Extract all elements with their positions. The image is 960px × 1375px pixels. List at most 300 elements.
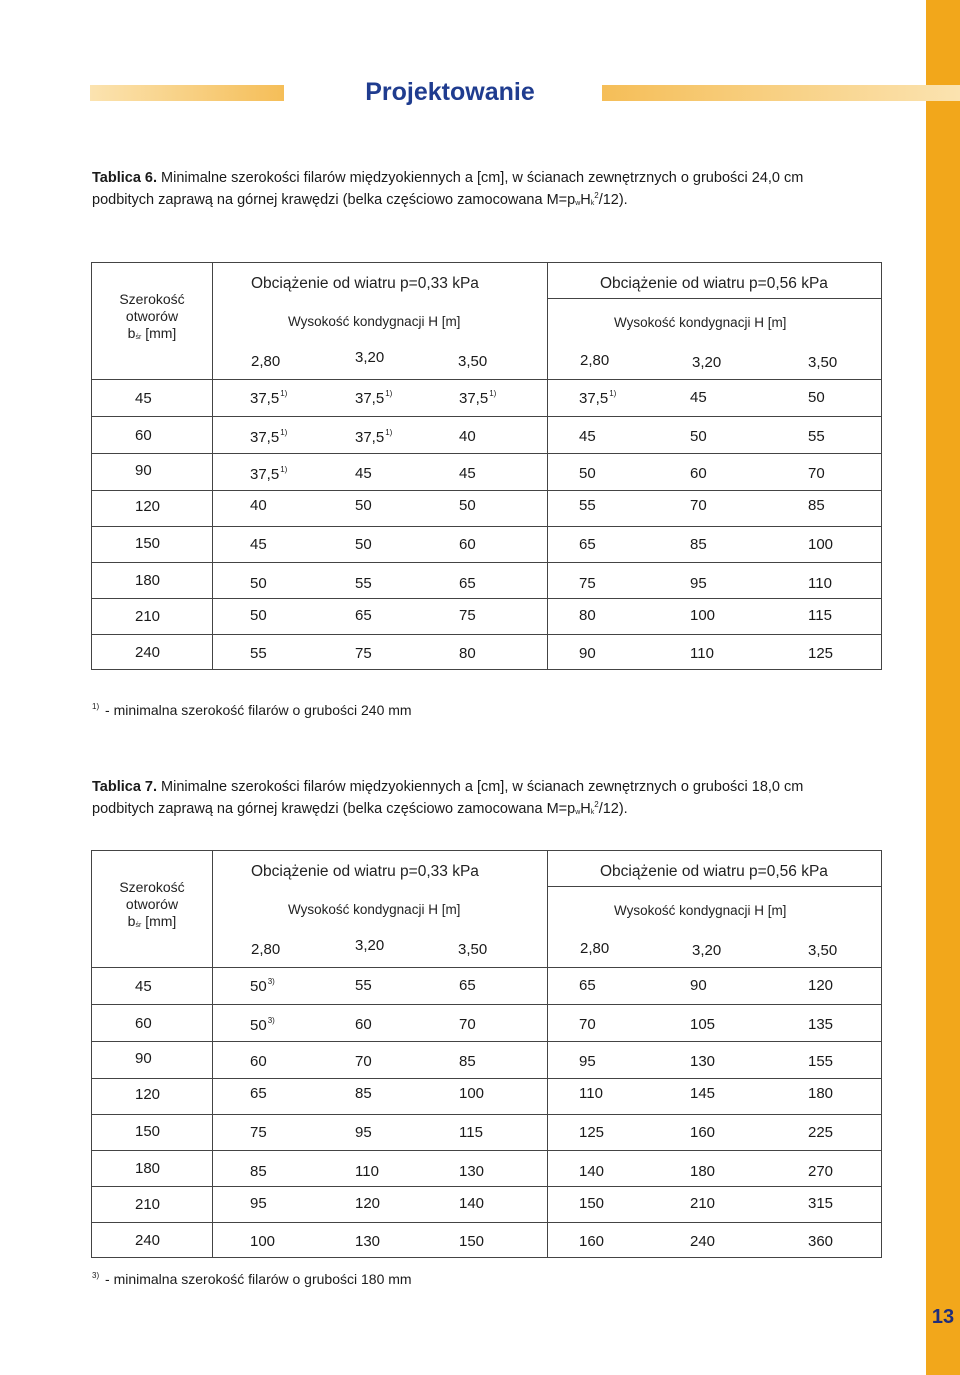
table6-cell xyxy=(690,607,715,624)
table7-cell-value: 125 xyxy=(579,1124,605,1141)
table7-height-1: 3,20 xyxy=(355,937,385,954)
table7-cell xyxy=(579,1124,604,1141)
table6-cell-value: 50 xyxy=(459,497,476,514)
table7-cell xyxy=(690,1053,715,1070)
table7-caption-mid: H xyxy=(580,801,591,817)
table7-cell-value: 95 xyxy=(579,1053,596,1070)
table6-cell xyxy=(459,465,476,482)
table6-cell-value: 37,5 xyxy=(250,429,280,446)
table7-footnote-mark: 3) xyxy=(92,1271,100,1280)
table6-cell-value: 45 xyxy=(579,428,596,445)
table7-cell xyxy=(459,1195,484,1212)
table6-cell-value: 65 xyxy=(355,607,372,624)
table7-cell-value: 85 xyxy=(355,1085,372,1102)
table7-row-label: 150 xyxy=(135,1123,161,1140)
table7-cell-value: 85 xyxy=(459,1053,476,1070)
table7-cell xyxy=(579,1016,596,1033)
table6-row-header-line3 xyxy=(92,325,212,346)
table6-cell xyxy=(579,428,596,445)
table6-cell-value: 100 xyxy=(808,536,834,553)
table7-cell-value: 100 xyxy=(459,1085,485,1102)
table6-cell-value: 40 xyxy=(250,497,267,514)
table7-caption-label: Tablica 7. xyxy=(92,779,158,795)
header-band-right xyxy=(602,85,960,101)
table6-cell xyxy=(808,389,825,406)
table6-cell xyxy=(690,428,707,445)
table6-cell-value: 37,5 xyxy=(355,390,385,407)
table7-divider-groups xyxy=(547,886,881,887)
table7-cell xyxy=(579,1163,604,1180)
table7-cell xyxy=(808,977,833,994)
table6-row-header-unit: [mm] xyxy=(141,325,177,341)
table6-cell-value: 50 xyxy=(250,607,267,624)
table6-row-divider xyxy=(92,453,881,454)
table6-height-5: 3,50 xyxy=(808,354,838,371)
table6-footnote-mark: 1) xyxy=(92,702,100,711)
table6-cell xyxy=(808,536,833,553)
table7-footnote-text: - minimalna szerokość filarów o grubości 180 mm xyxy=(101,1271,412,1287)
table7-row-header xyxy=(92,879,212,934)
table7-row-divider xyxy=(92,1150,881,1151)
table6-cell xyxy=(579,389,616,407)
table7-cell-value: 140 xyxy=(459,1195,485,1212)
table6-cell-value: 75 xyxy=(355,645,372,662)
table7-cell xyxy=(459,1163,484,1180)
table6-cell-value: 80 xyxy=(579,607,596,624)
table6-cell-value: 50 xyxy=(808,389,825,406)
table7-cell-value: 65 xyxy=(459,977,476,994)
table7-cell xyxy=(459,1016,476,1033)
table6-cell xyxy=(690,536,707,553)
table7-group2-title: Obciążenie od wiatru p=0,56 kPa xyxy=(600,863,828,880)
table6-cell xyxy=(250,497,267,514)
table6-cell-footnote-mark: 1) xyxy=(609,389,617,398)
table7-cell xyxy=(250,1016,275,1034)
table6-cell xyxy=(690,575,707,592)
table7-cell-value: 90 xyxy=(690,977,707,994)
table6-row-header-sub: śr xyxy=(135,334,142,341)
table6-cell-value: 37,5 xyxy=(579,390,609,407)
table6-cell-value: 37,5 xyxy=(250,390,280,407)
table6-cell-value: 37,5 xyxy=(459,390,489,407)
table7-caption xyxy=(92,778,892,822)
table6-row-divider xyxy=(92,526,881,527)
table6-caption-mid: H xyxy=(580,192,591,208)
table6-row-label: 90 xyxy=(135,462,152,479)
table7-caption-sub-w: w xyxy=(575,809,581,816)
table6-cell xyxy=(690,645,714,662)
table7-cell xyxy=(250,1233,275,1250)
table7-group2-subtitle: Wysokość kondygnacji H [m] xyxy=(614,903,787,918)
table6-cell-value: 55 xyxy=(808,428,825,445)
table6-cell xyxy=(355,389,392,407)
table7-cell-value: 50 xyxy=(250,1017,267,1034)
table7-cell xyxy=(579,1053,596,1070)
table6-caption-line1: Minimalne szerokości filarów międzyokiennych a [cm], w ścianach zewnętrznych o grubości 24,0 cm xyxy=(161,170,804,186)
table6-cell-value: 65 xyxy=(459,575,476,592)
table6-cell-value: 55 xyxy=(250,645,267,662)
table6-group2-subtitle: Wysokość kondygnacji H [m] xyxy=(614,315,787,330)
table6-cell xyxy=(355,465,372,482)
table7-caption-end: /12). xyxy=(598,801,628,817)
table7-cell xyxy=(355,977,372,994)
table7-cell-value: 85 xyxy=(250,1163,267,1180)
table6-row-label: 45 xyxy=(135,390,152,407)
table7-cell-value: 55 xyxy=(355,977,372,994)
table6-cell xyxy=(355,497,372,514)
table6-row-label: 210 xyxy=(135,608,161,625)
table7-cell xyxy=(459,1085,484,1102)
table6-cell xyxy=(808,607,832,624)
table6-cell-footnote-mark: 1) xyxy=(385,428,393,437)
table7-cell-value: 70 xyxy=(579,1016,596,1033)
table7-cell xyxy=(459,1053,476,1070)
table6-cell-value: 50 xyxy=(690,428,707,445)
table6-cell-value: 55 xyxy=(355,575,372,592)
table7-cell xyxy=(808,1195,833,1212)
table7-cell-value: 65 xyxy=(250,1085,267,1102)
table6-cell-value: 50 xyxy=(579,465,596,482)
table7-row-header-unit: [mm] xyxy=(141,913,177,929)
table6-caption-sub-w: w xyxy=(575,200,581,207)
table7-cell xyxy=(355,1016,372,1033)
table6-cell xyxy=(459,607,476,624)
table7-cell-value: 100 xyxy=(250,1233,276,1250)
table7-cell xyxy=(808,1053,833,1070)
page-number: 13 xyxy=(931,1306,955,1328)
table6-cell xyxy=(579,465,596,482)
table6-cell-value: 40 xyxy=(459,428,476,445)
table6-cell-value: 90 xyxy=(579,645,596,662)
table6-cell xyxy=(250,645,267,662)
table7-row-label: 240 xyxy=(135,1232,161,1249)
table6-cell xyxy=(459,389,496,407)
table6-row-label: 60 xyxy=(135,427,152,444)
table7-row-label: 210 xyxy=(135,1196,161,1213)
table6-cell-value: 125 xyxy=(808,645,834,662)
table7-row-header-line1: Szerokość xyxy=(119,879,185,895)
table7-cell-value: 155 xyxy=(808,1053,834,1070)
table6-cell xyxy=(808,645,833,662)
table6-cell-footnote-mark: 1) xyxy=(489,389,497,398)
table7-cell xyxy=(459,1124,483,1141)
table7-cell-value: 120 xyxy=(355,1195,381,1212)
table7-height-0: 2,80 xyxy=(251,941,281,958)
table6-cell-value: 60 xyxy=(690,465,707,482)
table7-cell-value: 50 xyxy=(250,978,267,995)
table7-row-label: 120 xyxy=(135,1086,161,1103)
table7-cell-value: 60 xyxy=(250,1053,267,1070)
table6-cell-value: 100 xyxy=(690,607,716,624)
table6-height-3: 2,80 xyxy=(580,352,610,369)
table6-cell xyxy=(808,497,825,514)
table7-row-label: 180 xyxy=(135,1160,161,1177)
table7-row-label: 90 xyxy=(135,1050,152,1067)
table7 xyxy=(91,850,882,1258)
table6-cell-value: 37,5 xyxy=(355,429,385,446)
table6-divider-left xyxy=(212,263,213,669)
table6-cell-value: 80 xyxy=(459,645,476,662)
table6-cell-footnote-mark: 1) xyxy=(280,428,288,437)
table7-row-label: 45 xyxy=(135,978,152,995)
table6-row-label: 240 xyxy=(135,644,161,661)
table7-cell-value: 70 xyxy=(459,1016,476,1033)
table7-cell xyxy=(459,977,476,994)
table6-footnote-text: - minimalna szerokość filarów o grubości 240 mm xyxy=(101,702,412,718)
table6-cell xyxy=(459,536,476,553)
table6-cell-value: 45 xyxy=(459,465,476,482)
table7-cell-value: 160 xyxy=(579,1233,605,1250)
table7-cell-value: 270 xyxy=(808,1163,834,1180)
table7-cell xyxy=(250,977,275,995)
header-band-left xyxy=(90,85,284,101)
table7-cell-footnote-mark: 3) xyxy=(267,977,275,986)
table6-cell-value: 55 xyxy=(579,497,596,514)
table6-cell xyxy=(355,645,372,662)
table6-row-divider xyxy=(92,634,881,635)
table6-cell xyxy=(250,575,267,592)
table7-cell xyxy=(808,1085,833,1102)
table7-cell-value: 75 xyxy=(250,1124,267,1141)
table7-cell xyxy=(459,1233,484,1250)
table6-cell xyxy=(459,428,476,445)
table7-cell xyxy=(579,1085,603,1102)
table7-cell-value: 140 xyxy=(579,1163,605,1180)
table7-cell xyxy=(250,1124,267,1141)
page-title: Projektowanie xyxy=(365,78,535,106)
table7-cell-value: 110 xyxy=(355,1163,379,1180)
table6-cell xyxy=(579,575,596,592)
table6-cell-footnote-mark: 1) xyxy=(385,389,393,398)
table7-cell xyxy=(690,1124,715,1141)
table6-divider-groups xyxy=(547,298,881,299)
table6-cell-value: 110 xyxy=(808,575,832,592)
table6-cell xyxy=(250,389,287,407)
table7-cell-value: 60 xyxy=(355,1016,372,1033)
table7-cell-value: 225 xyxy=(808,1124,834,1141)
table7-cell-value: 95 xyxy=(355,1124,372,1141)
table7-cell xyxy=(355,1124,372,1141)
table7-row-divider xyxy=(92,1186,881,1187)
table7-cell xyxy=(355,1163,379,1180)
table7-cell-value: 150 xyxy=(459,1233,485,1250)
table7-cell-value: 160 xyxy=(690,1124,716,1141)
table7-row-divider xyxy=(92,1222,881,1223)
table7-row-header-line2: otworów xyxy=(125,896,179,912)
table7-cell xyxy=(690,1195,715,1212)
table6-cell-value: 115 xyxy=(808,607,832,624)
table7-cell-value: 150 xyxy=(579,1195,605,1212)
table6-caption xyxy=(92,169,892,213)
table7-cell xyxy=(808,1016,833,1033)
table6-cell xyxy=(250,536,267,553)
table6-row-header-line1: Szerokość xyxy=(119,291,185,307)
table7-cell xyxy=(355,1053,372,1070)
table6-cell-value: 45 xyxy=(250,536,267,553)
table7-cell-value: 180 xyxy=(808,1085,834,1102)
table7-cell-value: 135 xyxy=(808,1016,834,1033)
table6-divider-mid xyxy=(547,263,548,669)
table7-cell-value: 210 xyxy=(690,1195,716,1212)
table6-caption-sub-k: k xyxy=(590,200,595,207)
table6-cell-value: 70 xyxy=(690,497,707,514)
table7-cell-value: 180 xyxy=(690,1163,716,1180)
table7-height-4: 3,20 xyxy=(692,942,722,959)
table7-cell-value: 110 xyxy=(579,1085,603,1102)
table7-cell xyxy=(579,1233,604,1250)
table7-caption-line2: podbitych zaprawą na górnej krawędzi (belka częściowo zamocowana M=p xyxy=(92,801,576,817)
table6-height-4: 3,20 xyxy=(692,354,722,371)
table6-cell-value: 75 xyxy=(579,575,596,592)
table7-cell-value: 65 xyxy=(579,977,596,994)
table6-cell xyxy=(808,575,832,592)
table7-cell xyxy=(690,1016,715,1033)
table6-cell xyxy=(690,465,707,482)
table6-row-divider xyxy=(92,598,881,599)
table6-cell xyxy=(808,465,825,482)
table6-cell xyxy=(690,389,707,406)
table6-cell-value: 45 xyxy=(690,389,707,406)
table6-cell xyxy=(459,575,476,592)
table7-cell xyxy=(690,1233,715,1250)
table6-cell xyxy=(355,607,372,624)
table7-cell-value: 120 xyxy=(808,977,834,994)
table7-row-divider xyxy=(92,1114,881,1115)
table7-row-header-line3 xyxy=(92,913,212,934)
table6-height-2: 3,50 xyxy=(458,353,488,370)
table6-row-label: 150 xyxy=(135,535,161,552)
table6-cell xyxy=(459,645,476,662)
table6-cell-value: 50 xyxy=(355,497,372,514)
table7-cell-value: 130 xyxy=(355,1233,381,1250)
table6-cell-value: 37,5 xyxy=(250,466,280,483)
table6-cell-value: 75 xyxy=(459,607,476,624)
table6-cell xyxy=(355,575,372,592)
table6-row-header-b: b xyxy=(127,325,136,341)
table7-cell-value: 70 xyxy=(355,1053,372,1070)
table7-height-3: 2,80 xyxy=(580,940,610,957)
table6-cell-value: 50 xyxy=(250,575,267,592)
table6-group1-subtitle: Wysokość kondygnacji H [m] xyxy=(288,314,461,329)
side-accent-bar xyxy=(926,0,960,1375)
table7-height-5: 3,50 xyxy=(808,942,838,959)
table7-divider-left xyxy=(212,851,213,1257)
table7-cell xyxy=(250,1195,267,1212)
table6-cell xyxy=(579,497,596,514)
table7-row-header-sub: śr xyxy=(135,922,142,929)
table6-cell xyxy=(459,497,476,514)
table7-group1-subtitle: Wysokość kondygnacji H [m] xyxy=(288,902,461,917)
table6-cell xyxy=(250,465,287,483)
table6 xyxy=(91,262,882,670)
table6-cell xyxy=(579,607,596,624)
table6-cell xyxy=(579,536,596,553)
table6-group2-title: Obciążenie od wiatru p=0,56 kPa xyxy=(600,275,828,292)
table7-cell xyxy=(355,1195,380,1212)
table7-row-divider xyxy=(92,1041,881,1042)
table7-cell-value: 105 xyxy=(690,1016,716,1033)
table6-row-header-line2: otworów xyxy=(125,308,179,324)
table7-height-2: 3,50 xyxy=(458,941,488,958)
table7-divider-header xyxy=(92,967,881,968)
table6-cell-footnote-mark: 1) xyxy=(280,465,288,474)
table6-cell-value: 65 xyxy=(579,536,596,553)
table7-row-divider xyxy=(92,1004,881,1005)
table6-cell-value: 60 xyxy=(459,536,476,553)
table7-cell xyxy=(690,1085,715,1102)
table6-row-divider xyxy=(92,490,881,491)
table6-caption-label: Tablica 6. xyxy=(92,170,158,186)
table6-cell xyxy=(808,428,825,445)
table7-cell-value: 145 xyxy=(690,1085,716,1102)
table7-cell xyxy=(808,1124,833,1141)
table7-cell xyxy=(250,1085,267,1102)
table6-cell-value: 45 xyxy=(355,465,372,482)
table7-row-header-b: b xyxy=(127,913,136,929)
table7-caption-sub-k: k xyxy=(590,809,595,816)
table6-caption-line2: podbitych zaprawą na górnej krawędzi (belka częściowo zamocowana M=p xyxy=(92,192,576,208)
table6-caption-sup: 2 xyxy=(594,191,599,200)
table7-cell-footnote-mark: 3) xyxy=(267,1016,275,1025)
table6-divider-header xyxy=(92,379,881,380)
table6-row-divider xyxy=(92,562,881,563)
table6-height-0: 2,80 xyxy=(251,353,281,370)
table6-row-divider xyxy=(92,416,881,417)
table6-cell xyxy=(355,428,392,446)
table6-cell xyxy=(355,536,372,553)
table7-cell xyxy=(808,1163,833,1180)
table7-cell xyxy=(355,1233,380,1250)
table6-cell-value: 70 xyxy=(808,465,825,482)
table6-cell-footnote-mark: 1) xyxy=(280,389,288,398)
table7-cell xyxy=(690,1163,715,1180)
table6-height-1: 3,20 xyxy=(355,349,385,366)
table6-caption-end: /12). xyxy=(598,192,628,208)
table7-group1-title: Obciążenie od wiatru p=0,33 kPa xyxy=(251,863,479,880)
table6-cell xyxy=(579,645,596,662)
table7-cell-value: 115 xyxy=(459,1124,483,1141)
table7-caption-line1: Minimalne szerokości filarów międzyokiennych a [cm], w ścianach zewnętrznych o grubości 18,0 cm xyxy=(161,779,804,795)
table6-cell-value: 110 xyxy=(690,645,714,662)
table6-cell xyxy=(250,428,287,446)
table6-cell xyxy=(250,607,267,624)
table7-cell-value: 315 xyxy=(808,1195,834,1212)
table7-row-divider xyxy=(92,1078,881,1079)
table7-cell-value: 130 xyxy=(459,1163,485,1180)
table6-row-label: 120 xyxy=(135,498,161,515)
table6-cell xyxy=(690,497,707,514)
table7-cell xyxy=(250,1163,267,1180)
table7-cell xyxy=(808,1233,833,1250)
table7-cell xyxy=(250,1053,267,1070)
table7-cell xyxy=(355,1085,372,1102)
table7-footnote xyxy=(92,1271,412,1287)
table7-cell-value: 240 xyxy=(690,1233,716,1250)
table6-footnote xyxy=(92,702,412,718)
table6-cell-value: 85 xyxy=(690,536,707,553)
table7-row-label: 60 xyxy=(135,1015,152,1032)
table7-cell-value: 95 xyxy=(250,1195,267,1212)
table6-row-header xyxy=(92,291,212,346)
table7-cell xyxy=(579,1195,604,1212)
table6-group1-title: Obciążenie od wiatru p=0,33 kPa xyxy=(251,275,479,292)
table7-cell xyxy=(579,977,596,994)
table7-cell xyxy=(690,977,707,994)
table6-cell-value: 50 xyxy=(355,536,372,553)
table7-divider-mid xyxy=(547,851,548,1257)
table6-row-label: 180 xyxy=(135,572,161,589)
table7-cell-value: 130 xyxy=(690,1053,716,1070)
